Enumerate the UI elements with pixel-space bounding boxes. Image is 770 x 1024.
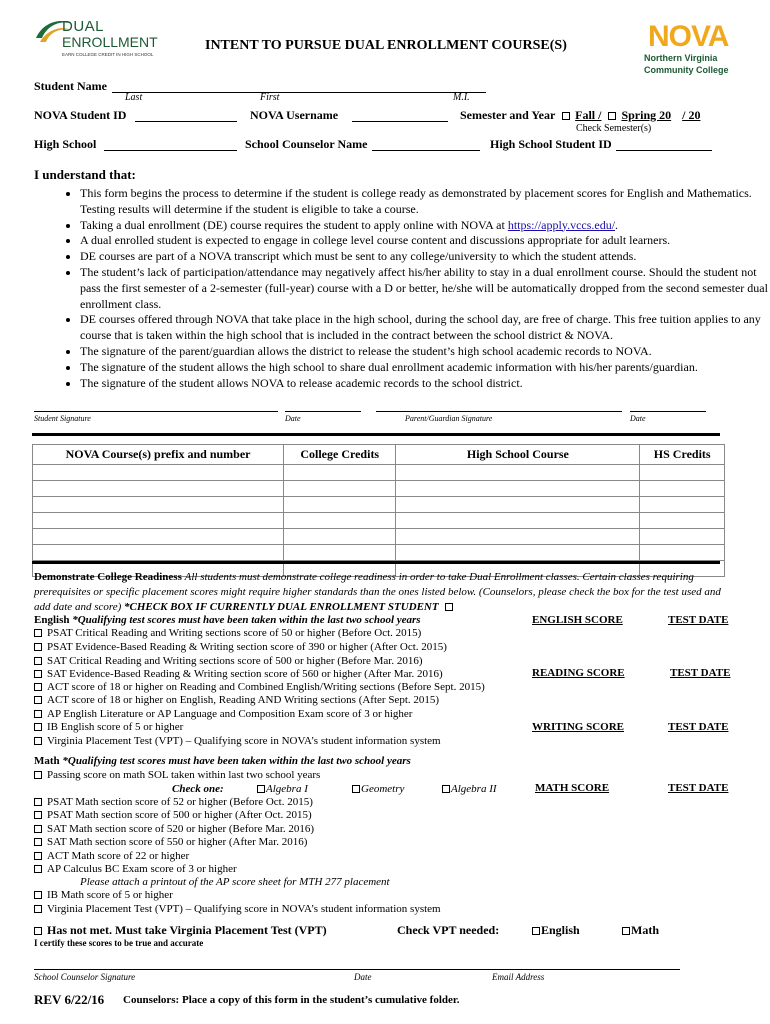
checkbox[interactable] xyxy=(34,737,42,745)
item-label: PSAT Math section score of 500 or higher (After Oct. 2015) xyxy=(47,809,312,821)
fall-checkbox[interactable] xyxy=(562,112,570,120)
checkbox[interactable] xyxy=(34,657,42,665)
checkbox[interactable] xyxy=(257,785,265,793)
nova-id-label: NOVA Student ID xyxy=(34,108,127,122)
english-heading: English xyxy=(34,614,70,626)
readiness-paragraph xyxy=(34,570,726,615)
list-item: • The student’s lack of participation/attendance may negatively affect his/her ability to stay in a dual enrollment course. Should the student not pass the first semester of a 2-semester (full-year) course with a D or better, he/she will be automatically dropped from the second semester dual enrollment class. xyxy=(80,265,770,312)
english-heading-row xyxy=(34,614,421,626)
col-hs-credits: HS Credits xyxy=(640,445,725,465)
high-school-line[interactable] xyxy=(104,150,237,151)
course-table xyxy=(32,444,725,577)
semester-year-text: Semester and Year xyxy=(460,108,556,122)
understand-heading: I understand that: xyxy=(34,167,136,182)
nova-logo-mark: NOVA xyxy=(648,20,729,53)
first-label: First xyxy=(260,92,280,103)
page-title: INTENT TO PURSUE DUAL ENROLLMENT COURSE(S) xyxy=(205,38,567,53)
table-row[interactable] xyxy=(33,497,725,513)
math-heading-row xyxy=(34,755,411,767)
not-met-checkbox[interactable] xyxy=(34,927,42,935)
counselors-note: Counselors: Place a copy of this form in the student’s cumulative folder. xyxy=(123,994,460,1006)
list-item: • DE courses are part of a NOVA transcript which must be sent to any college/university to which the student attends. xyxy=(80,249,770,265)
item-label: Math xyxy=(631,923,659,937)
checkbox[interactable] xyxy=(34,798,42,806)
item-label: AP Calculus BC Exam score of 3 or higher xyxy=(47,863,237,875)
item-label: ACT score of 18 or higher on English, Reading AND Writing sections (After Sept. 2015) xyxy=(47,694,440,706)
nova-logo-line1: Northern Virginia xyxy=(644,53,718,63)
checkbox[interactable] xyxy=(34,670,42,678)
list-item xyxy=(34,889,173,901)
hs-student-id-line[interactable] xyxy=(616,150,712,151)
understand-list xyxy=(58,186,770,391)
check-one-label: Check one: xyxy=(172,783,224,795)
item-label: Algebra II xyxy=(451,783,497,795)
english-score-label: ENGLISH SCORE xyxy=(532,614,623,626)
math-note: *Qualifying test scores must have been taken within the last two school years xyxy=(62,755,411,767)
list-item xyxy=(34,863,237,875)
vpt-math-option xyxy=(622,923,659,938)
high-school-label: High School xyxy=(34,137,97,151)
b2-post: . xyxy=(615,217,619,232)
checkbox[interactable] xyxy=(34,723,42,731)
list-item: • This form begins the process to determine if the student is college ready as demonstrated by placement scores for English and Mathematics. Testing results will determine if the student is eligible to take a course. xyxy=(80,186,770,218)
vpt-needed-label: Check VPT needed: xyxy=(397,923,500,937)
parent-signature-line[interactable] xyxy=(376,411,622,412)
list-item xyxy=(34,850,189,862)
apply-link[interactable]: https://apply.vccs.edu/ xyxy=(507,217,616,232)
vpt-not-met xyxy=(34,923,327,938)
checkbox[interactable] xyxy=(34,891,42,899)
parent-date-line[interactable] xyxy=(630,411,706,412)
item-label: SAT Evidence-Based Reading & Writing section score of 560 or higher (After Mar. 2016) xyxy=(47,668,443,680)
mi-label: M.I. xyxy=(453,92,470,103)
certify-text: I certify these scores to be true and accurate xyxy=(34,938,204,948)
hs-student-id-label: High School Student ID xyxy=(490,137,612,151)
item-label: SAT Math section score of 520 or higher (Before Mar. 2016) xyxy=(47,823,315,835)
item-label: Geometry xyxy=(361,783,405,795)
list-item: • The signature of the parent/guardian allows the district to release the student’s high school academic records to NOVA. xyxy=(80,344,770,360)
nova-logo xyxy=(640,20,750,80)
spring-checkbox[interactable] xyxy=(608,112,616,120)
math-test-date-label: TEST DATE xyxy=(668,782,729,794)
checkbox[interactable] xyxy=(34,683,42,691)
semester-year-label xyxy=(460,108,700,123)
algebra1-option xyxy=(257,783,308,795)
b2-pre: Taking a dual enrollment (DE) course requires the student to apply online with NOVA at xyxy=(80,217,508,232)
checkbox[interactable] xyxy=(34,825,42,833)
revision-label: REV 6/22/16 xyxy=(34,992,105,1007)
nova-username-label: NOVA Username xyxy=(250,108,339,122)
item-label: PSAT Critical Reading and Writing sections score of 50 or higher (Before Oct. 2015) xyxy=(47,627,422,639)
last-label: Last xyxy=(125,92,143,103)
table-row[interactable] xyxy=(33,529,725,545)
checkbox[interactable] xyxy=(34,811,42,819)
list-item xyxy=(34,681,485,693)
item-label: AP English Literature or AP Language and Composition Exam score of 3 or higher xyxy=(47,708,413,720)
student-name-line[interactable] xyxy=(112,92,486,93)
list-item xyxy=(34,735,441,747)
list-item xyxy=(34,903,441,915)
vpt-not-met-label: Has not met. Must take Virginia Placement Test (VPT) xyxy=(47,923,327,937)
math-heading: Math xyxy=(34,755,60,767)
col-nova-course: NOVA Course(s) prefix and number xyxy=(33,445,284,465)
dual-enrollment-logo xyxy=(34,16,158,64)
section-divider xyxy=(32,433,720,436)
check-semester-label: Check Semester(s) xyxy=(576,123,652,134)
checkbox[interactable] xyxy=(34,865,42,873)
checkbox[interactable] xyxy=(34,643,42,651)
checkbox[interactable] xyxy=(34,696,42,704)
item-label: IB Math score of 5 or higher xyxy=(47,889,173,901)
logo-dual: DUAL xyxy=(62,18,105,35)
checkbox[interactable] xyxy=(352,785,360,793)
item-label: Algebra I xyxy=(266,783,308,795)
table-row[interactable] xyxy=(33,465,725,481)
col-hs-course: High School Course xyxy=(396,445,640,465)
item-label: ACT Math score of 22 or higher xyxy=(47,850,190,862)
list-item xyxy=(34,655,423,667)
nova-id-line[interactable] xyxy=(135,121,237,122)
table-header-row xyxy=(33,445,725,465)
geometry-option xyxy=(352,783,404,795)
list-item: • The signature of the student allows NOVA to release academic records to the school district. xyxy=(80,376,770,392)
counselor-name-label: School Counselor Name xyxy=(245,137,368,151)
list-item xyxy=(34,769,320,781)
algebra2-option xyxy=(442,783,497,795)
writing-test-date-label: TEST DATE xyxy=(668,721,729,733)
nova-logo-line2: Community College xyxy=(644,65,729,75)
list-item: • A dual enrolled student is expected to engage in college level course content and discussions appropriate for adult learners. xyxy=(80,233,770,249)
checkbox[interactable] xyxy=(442,785,450,793)
checkbox[interactable] xyxy=(532,927,540,935)
checkbox[interactable] xyxy=(34,710,42,718)
checkbox[interactable] xyxy=(34,838,42,846)
student-date-label: Date xyxy=(285,414,301,423)
counselor-signature-line[interactable] xyxy=(34,969,680,970)
item-label: PSAT Evidence-Based Reading & Writing section score of 390 or higher (After Oct. 2015) xyxy=(47,641,447,653)
table-row[interactable] xyxy=(33,545,725,561)
table-row[interactable] xyxy=(33,513,725,529)
checkbox[interactable] xyxy=(622,927,630,935)
item-label: English xyxy=(541,923,580,937)
table-row[interactable] xyxy=(33,481,725,497)
item-label: Virginia Placement Test (VPT) – Qualifying score in NOVA’s student information system xyxy=(47,903,441,915)
item-label: Virginia Placement Test (VPT) – Qualifying score in NOVA’s student information system xyxy=(47,735,441,747)
list-item xyxy=(80,218,770,234)
math-score-label: MATH SCORE xyxy=(535,782,610,794)
list-item xyxy=(34,836,307,848)
list-item xyxy=(34,668,443,680)
reading-test-date-label: TEST DATE xyxy=(670,667,731,679)
student-signature-line[interactable] xyxy=(34,411,278,412)
parent-signature-label: Parent/Guardian Signature xyxy=(405,414,493,423)
checkbox[interactable] xyxy=(34,905,42,913)
list-item xyxy=(34,694,439,706)
student-signature-label: Student Signature xyxy=(34,414,91,423)
section-divider xyxy=(32,561,720,564)
item-label: SAT Math section score of 550 or higher (After Mar. 2016) xyxy=(47,836,308,848)
readiness-text: All students must demonstrate college readiness in order to take Dual Enrollment classes. Certain classes requiring prerequisites or specific placement scores might require higher standards than the ones listed below. (Counselors, please check the box for the test used and add date and score) xyxy=(34,571,721,613)
fall-label: Fall / xyxy=(575,108,602,122)
ap-note: Please attach a printout of the AP score sheet for MTH 277 placement xyxy=(80,876,390,888)
list-item xyxy=(34,641,447,653)
item-label: SAT Critical Reading and Writing sections score of 500 or higher (Before Mar. 2016) xyxy=(47,655,423,667)
counselor-signature-label: School Counselor Signature xyxy=(34,972,136,982)
logo-tagline: EARN COLLEGE CREDIT IN HIGH SCHOOL xyxy=(62,52,154,57)
vpt-english-option xyxy=(532,923,580,938)
english-note: *Qualifying test scores must have been taken within the last two school years xyxy=(72,614,421,626)
list-item xyxy=(34,721,183,733)
reading-score-label: READING SCORE xyxy=(532,667,625,679)
col-college-credits: College Credits xyxy=(284,445,396,465)
email-address-label: Email Address xyxy=(492,972,545,982)
checkbox[interactable] xyxy=(34,852,42,860)
writing-score-label: WRITING SCORE xyxy=(532,721,624,733)
list-item: • DE courses offered through NOVA that take place in the high school, during the school day, are free of charge. This free tuition applies to any course that is taken within the high school that is included in the contract between the school district & NOVA. xyxy=(80,312,770,344)
readiness-check-note: *CHECK BOX IF CURRENTLY DUAL ENROLLMENT STUDENT xyxy=(124,601,439,613)
list-item xyxy=(34,823,314,835)
checkbox[interactable] xyxy=(34,629,42,637)
student-name-label: Student Name xyxy=(34,79,108,93)
year-label: / 20 xyxy=(682,108,701,122)
spring-label: Spring 20 xyxy=(621,108,672,122)
list-item xyxy=(34,708,412,720)
item-label: Passing score on math SOL taken within last two school years xyxy=(47,769,321,781)
current-de-checkbox[interactable] xyxy=(445,603,453,611)
item-label: ACT score of 18 or higher on Reading and Combined English/Writing sections (Before Sept. 2015) xyxy=(47,681,485,693)
student-date-line[interactable] xyxy=(285,411,361,412)
readiness-heading: Demonstrate College Readiness xyxy=(34,571,182,583)
checkbox[interactable] xyxy=(34,771,42,779)
item-label: IB English score of 5 or higher xyxy=(47,721,184,733)
english-test-date-label: TEST DATE xyxy=(668,614,729,626)
nova-username-line[interactable] xyxy=(352,121,448,122)
parent-date-label: Date xyxy=(630,414,646,423)
counselor-date-label: Date xyxy=(354,972,372,982)
item-label: PSAT Math section score of 52 or higher (Before Oct. 2015) xyxy=(47,796,313,808)
logo-enrollment: ENROLLMENT xyxy=(62,34,158,50)
list-item xyxy=(34,796,313,808)
counselor-name-line[interactable] xyxy=(372,150,480,151)
list-item xyxy=(34,809,312,821)
list-item: • The signature of the student allows the high school to share dual enrollment academic information with his/her parents/guardian. xyxy=(80,360,770,376)
list-item xyxy=(34,627,421,639)
